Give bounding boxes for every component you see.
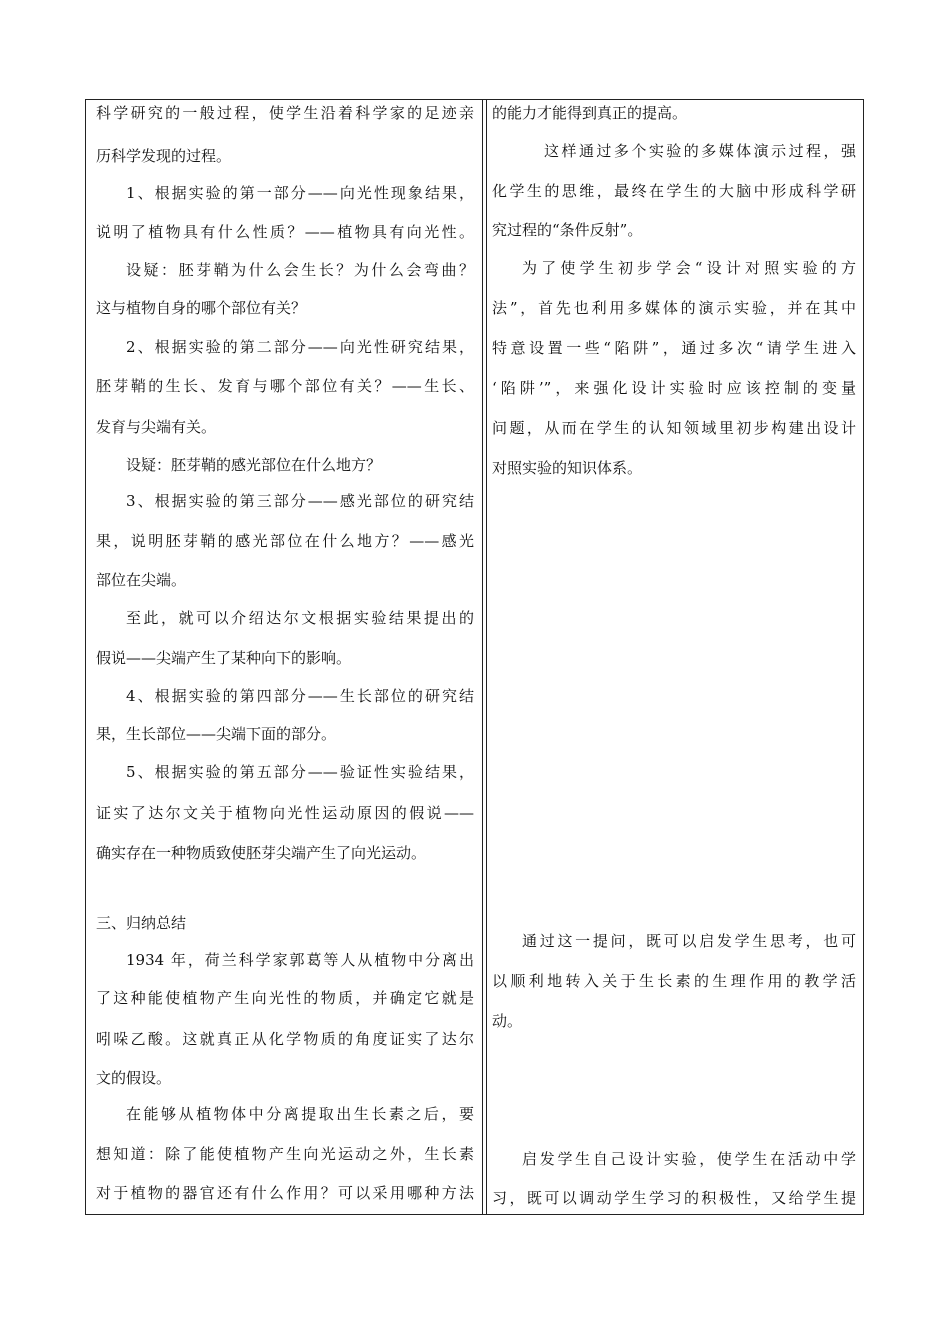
text-line: 这样通过多个实验的多媒体演示过程，强 — [544, 142, 856, 160]
text-line: 通过这一提问，既可以启发学生思考，也可 — [522, 932, 856, 950]
text-line: 为了使学生初步学会“设计对照实验的方 — [522, 259, 856, 277]
text-line: 5、根据实验的第五部分——验证性实验结果， — [126, 763, 474, 781]
text-line: 果，生长部位——尖端下面的部分。 — [96, 725, 337, 743]
text-line: 3、根据实验的第三部分——感光部位的研究结 — [126, 492, 474, 510]
text-line: 对于植物的器官还有什么作用？可以采用哪种方法 — [96, 1184, 474, 1202]
text-line: 特意设置一些“陷阱”，通过多次“请学生进入 — [492, 339, 856, 357]
text-line: 文的假设。 — [96, 1069, 172, 1087]
text-line: 启发学生自己设计实验，使学生在活动中学 — [522, 1150, 856, 1168]
text-line: 法”，首先也利用多媒体的演示实验，并在其中 — [492, 299, 856, 317]
text-line: 发育与尖端有关。 — [96, 418, 217, 436]
text-line: 2、根据实验的第二部分——向光性研究结果， — [126, 338, 474, 356]
text-line: 想知道：除了能使植物产生向光运动之外，生长素 — [96, 1145, 474, 1163]
text-line: 部位在尖端。 — [96, 571, 187, 589]
text-line: 1、根据实验的第一部分——向光性现象结果， — [126, 184, 474, 202]
text-line: 化学生的思维，最终在学生的大脑中形成科学研 — [492, 182, 856, 200]
text-line: 究过程的“条件反射”。 — [492, 221, 643, 239]
text-line: 问题，从而在学生的认知领域里初步构建出设计 — [492, 419, 856, 437]
text-line: ‘陷阱’”，来强化设计实验时应该控制的变量 — [492, 379, 856, 397]
design-intent-column — [492, 100, 856, 1214]
text-line: 的能力才能得到真正的提高。 — [492, 104, 688, 122]
text-line: 4、根据实验的第四部分——生长部位的研究结 — [126, 687, 474, 705]
text-line: 胚芽鞘的生长、发育与哪个部位有关？——生长、 — [96, 377, 474, 395]
text-line: 习，既可以调动学生学习的积极性，又给学生提 — [492, 1189, 856, 1207]
text-line: 说明了植物具有什么性质？——植物具有向光性。 — [96, 223, 474, 241]
text-line: 动。 — [492, 1012, 523, 1030]
text-line: 吲哚乙酸。这就真正从化学物质的角度证实了达尔 — [96, 1030, 474, 1048]
text-line: 至此，就可以介绍达尔文根据实验结果提出的 — [126, 609, 474, 627]
text-line: 确实存在一种物质致使胚芽尖端产生了向光运动。 — [96, 844, 427, 862]
text-line: 了这种能使植物产生向光性的物质，并确定它就是 — [96, 989, 474, 1007]
text-line: 果，说明胚芽鞘的感光部位在什么地方？——感光 — [96, 532, 474, 550]
text-line: 以顺利地转入关于生长素的生理作用的教学活 — [492, 972, 856, 990]
text-line: 设疑：胚芽鞘为什么会生长？为什么会弯曲？ — [126, 261, 474, 279]
section-heading: 三、归纳总结 — [96, 914, 187, 932]
teaching-content-column — [96, 100, 474, 1214]
text-line: 对照实验的知识体系。 — [492, 459, 643, 477]
text-line: 设疑：胚芽鞘的感光部位在什么地方？ — [126, 456, 382, 474]
text-line: 证实了达尔文关于植物向光性运动原因的假说—— — [96, 804, 474, 822]
text-line: 1934 年，荷兰科学家郭葛等人从植物中分离出 — [126, 951, 474, 969]
text-line: 假说——尖端产生了某种向下的影响。 — [96, 649, 352, 667]
text-line: 在能够从植物体中分离提取出生长素之后，要 — [126, 1105, 474, 1123]
column-divider-inner — [486, 100, 487, 1214]
text-line: 历科学发现的过程。 — [96, 147, 232, 165]
lesson-table — [85, 99, 864, 1215]
text-line: 这与植物自身的哪个部位有关？ — [96, 299, 307, 317]
text-line: 科学研究的一般过程，使学生沿着科学家的足迹亲 — [96, 104, 474, 122]
column-divider — [482, 100, 483, 1214]
